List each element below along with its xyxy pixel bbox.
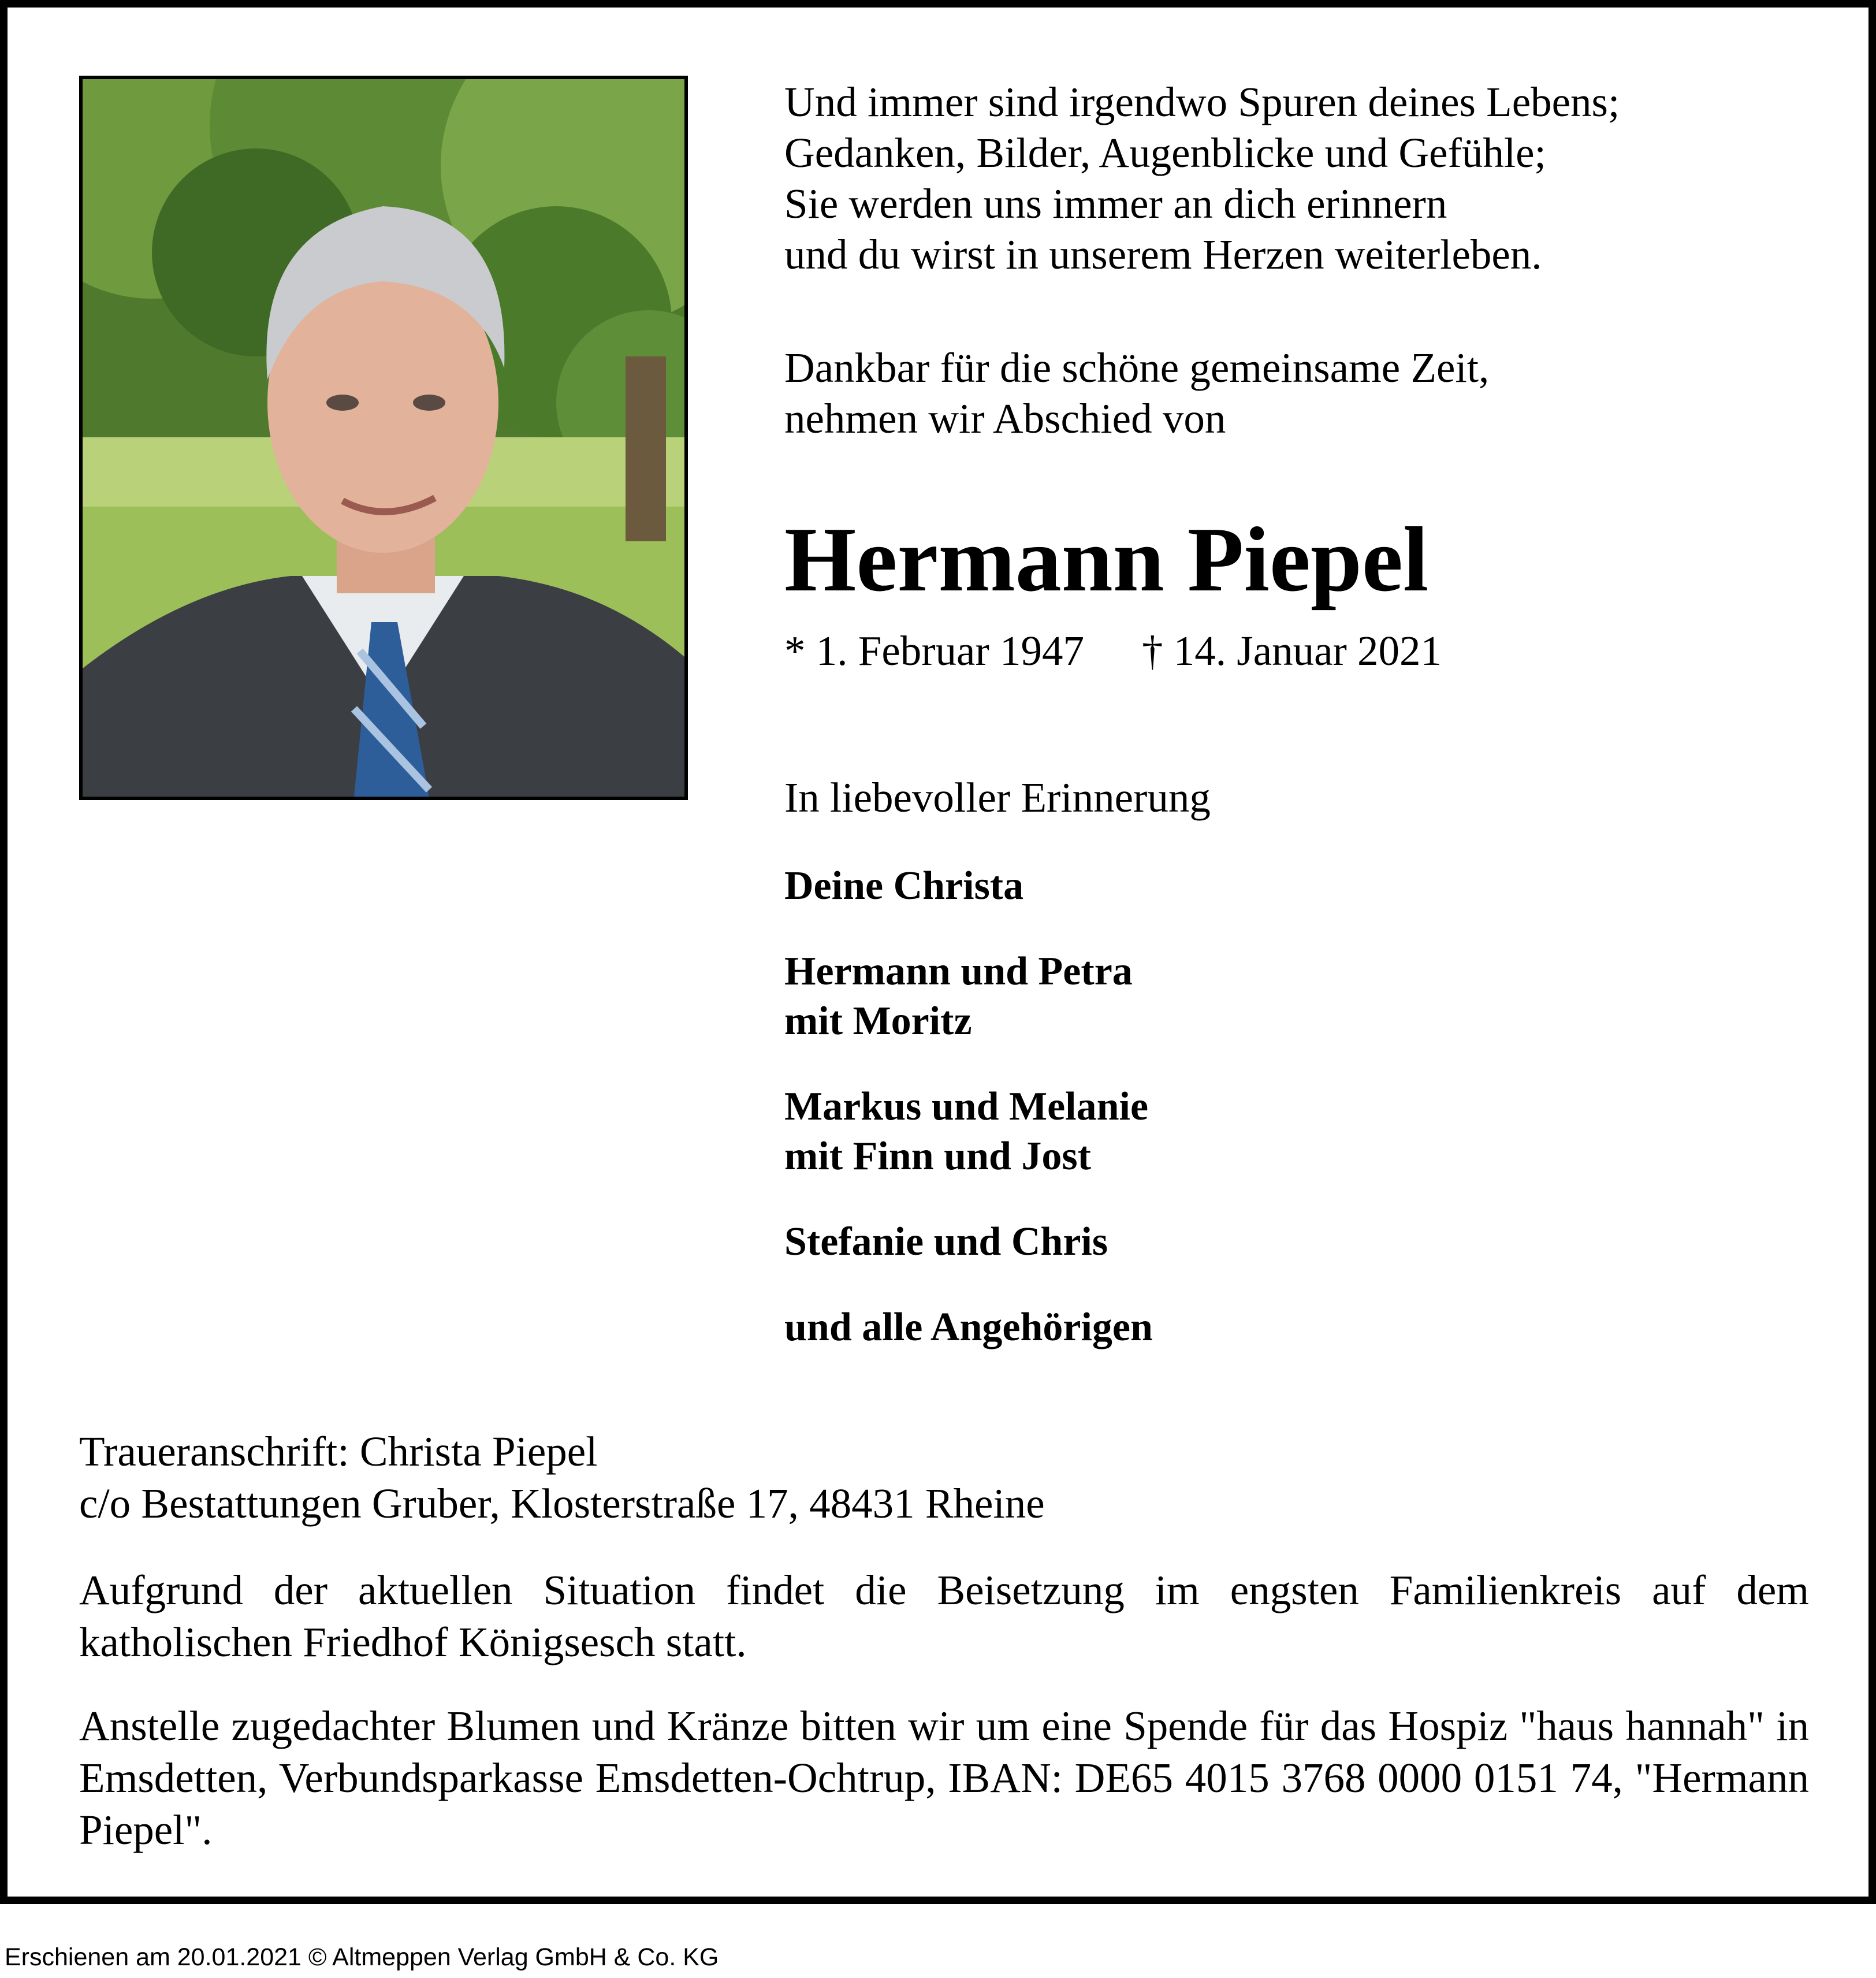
family-line: mit Finn und Jost bbox=[784, 1134, 1091, 1178]
family-signatures bbox=[784, 861, 1153, 1388]
address-line: Traueranschrift: Christa Piepel bbox=[79, 1428, 598, 1475]
family-line: Markus und Melanie bbox=[784, 1084, 1149, 1129]
family-line: Hermann und Petra bbox=[784, 949, 1133, 994]
publication-footer: Erschienen am 20.01.2021 © Altmeppen Verlag GmbH & Co. KG bbox=[5, 1943, 719, 1971]
family-line: Deine Christa bbox=[784, 864, 1024, 908]
family-group bbox=[784, 1303, 1153, 1352]
burial-notice: Aufgrund der aktuellen Situation findet die Beisetzung im engsten Familienkreis auf dem katholischen Friedhof Königsesch statt. bbox=[79, 1567, 1809, 1665]
life-dates bbox=[784, 626, 1442, 676]
family-group bbox=[784, 947, 1153, 1046]
address-line: c/o Bestattungen Gruber, Klosterstraße 17, 48431 Rheine bbox=[79, 1480, 1045, 1527]
poem-line: Und immer sind irgendwo Spuren deines Lebens; bbox=[784, 79, 1620, 125]
deceased-name: Hermann Piepel bbox=[784, 508, 1429, 611]
remembrance-line: In liebevoller Erinnerung bbox=[784, 774, 1211, 821]
poem-line: Sie werden uns immer an dich erinnern bbox=[784, 180, 1447, 227]
family-group bbox=[784, 1082, 1153, 1181]
family-group bbox=[784, 1217, 1153, 1267]
family-line: Stefanie und Chris bbox=[784, 1219, 1108, 1264]
poem-line: Gedanken, Bilder, Augenblicke und Gefühle; bbox=[784, 129, 1546, 176]
portrait-image bbox=[83, 79, 684, 797]
poem-line: und du wirst in unserem Herzen weiterleben. bbox=[784, 231, 1542, 278]
donation-notice: Anstelle zugedachter Blumen und Kränze bitten wir um eine Spende für das Hospiz "haus hannah" in Emsdetten, Verbundsparkasse Emsdetten-Ochtrup, IBAN: DE65 4015 3768 0000 0151 74, "Hermann Piepel". bbox=[79, 1702, 1809, 1853]
family-line: und alle Angehörigen bbox=[784, 1305, 1153, 1349]
portrait-photo bbox=[79, 76, 688, 800]
family-line: mit Moritz bbox=[784, 999, 972, 1043]
mourning-address bbox=[79, 1426, 1045, 1530]
thanks-line: nehmen wir Abschied von bbox=[784, 395, 1226, 442]
poem bbox=[784, 77, 1824, 280]
thanks-line: Dankbar für die schöne gemeinsame Zeit, bbox=[784, 344, 1490, 391]
death-date: † 14. Januar 2021 bbox=[1142, 627, 1442, 674]
birth-date: * 1. Februar 1947 bbox=[784, 627, 1085, 674]
thanks-text bbox=[784, 343, 1489, 444]
family-group bbox=[784, 861, 1153, 911]
